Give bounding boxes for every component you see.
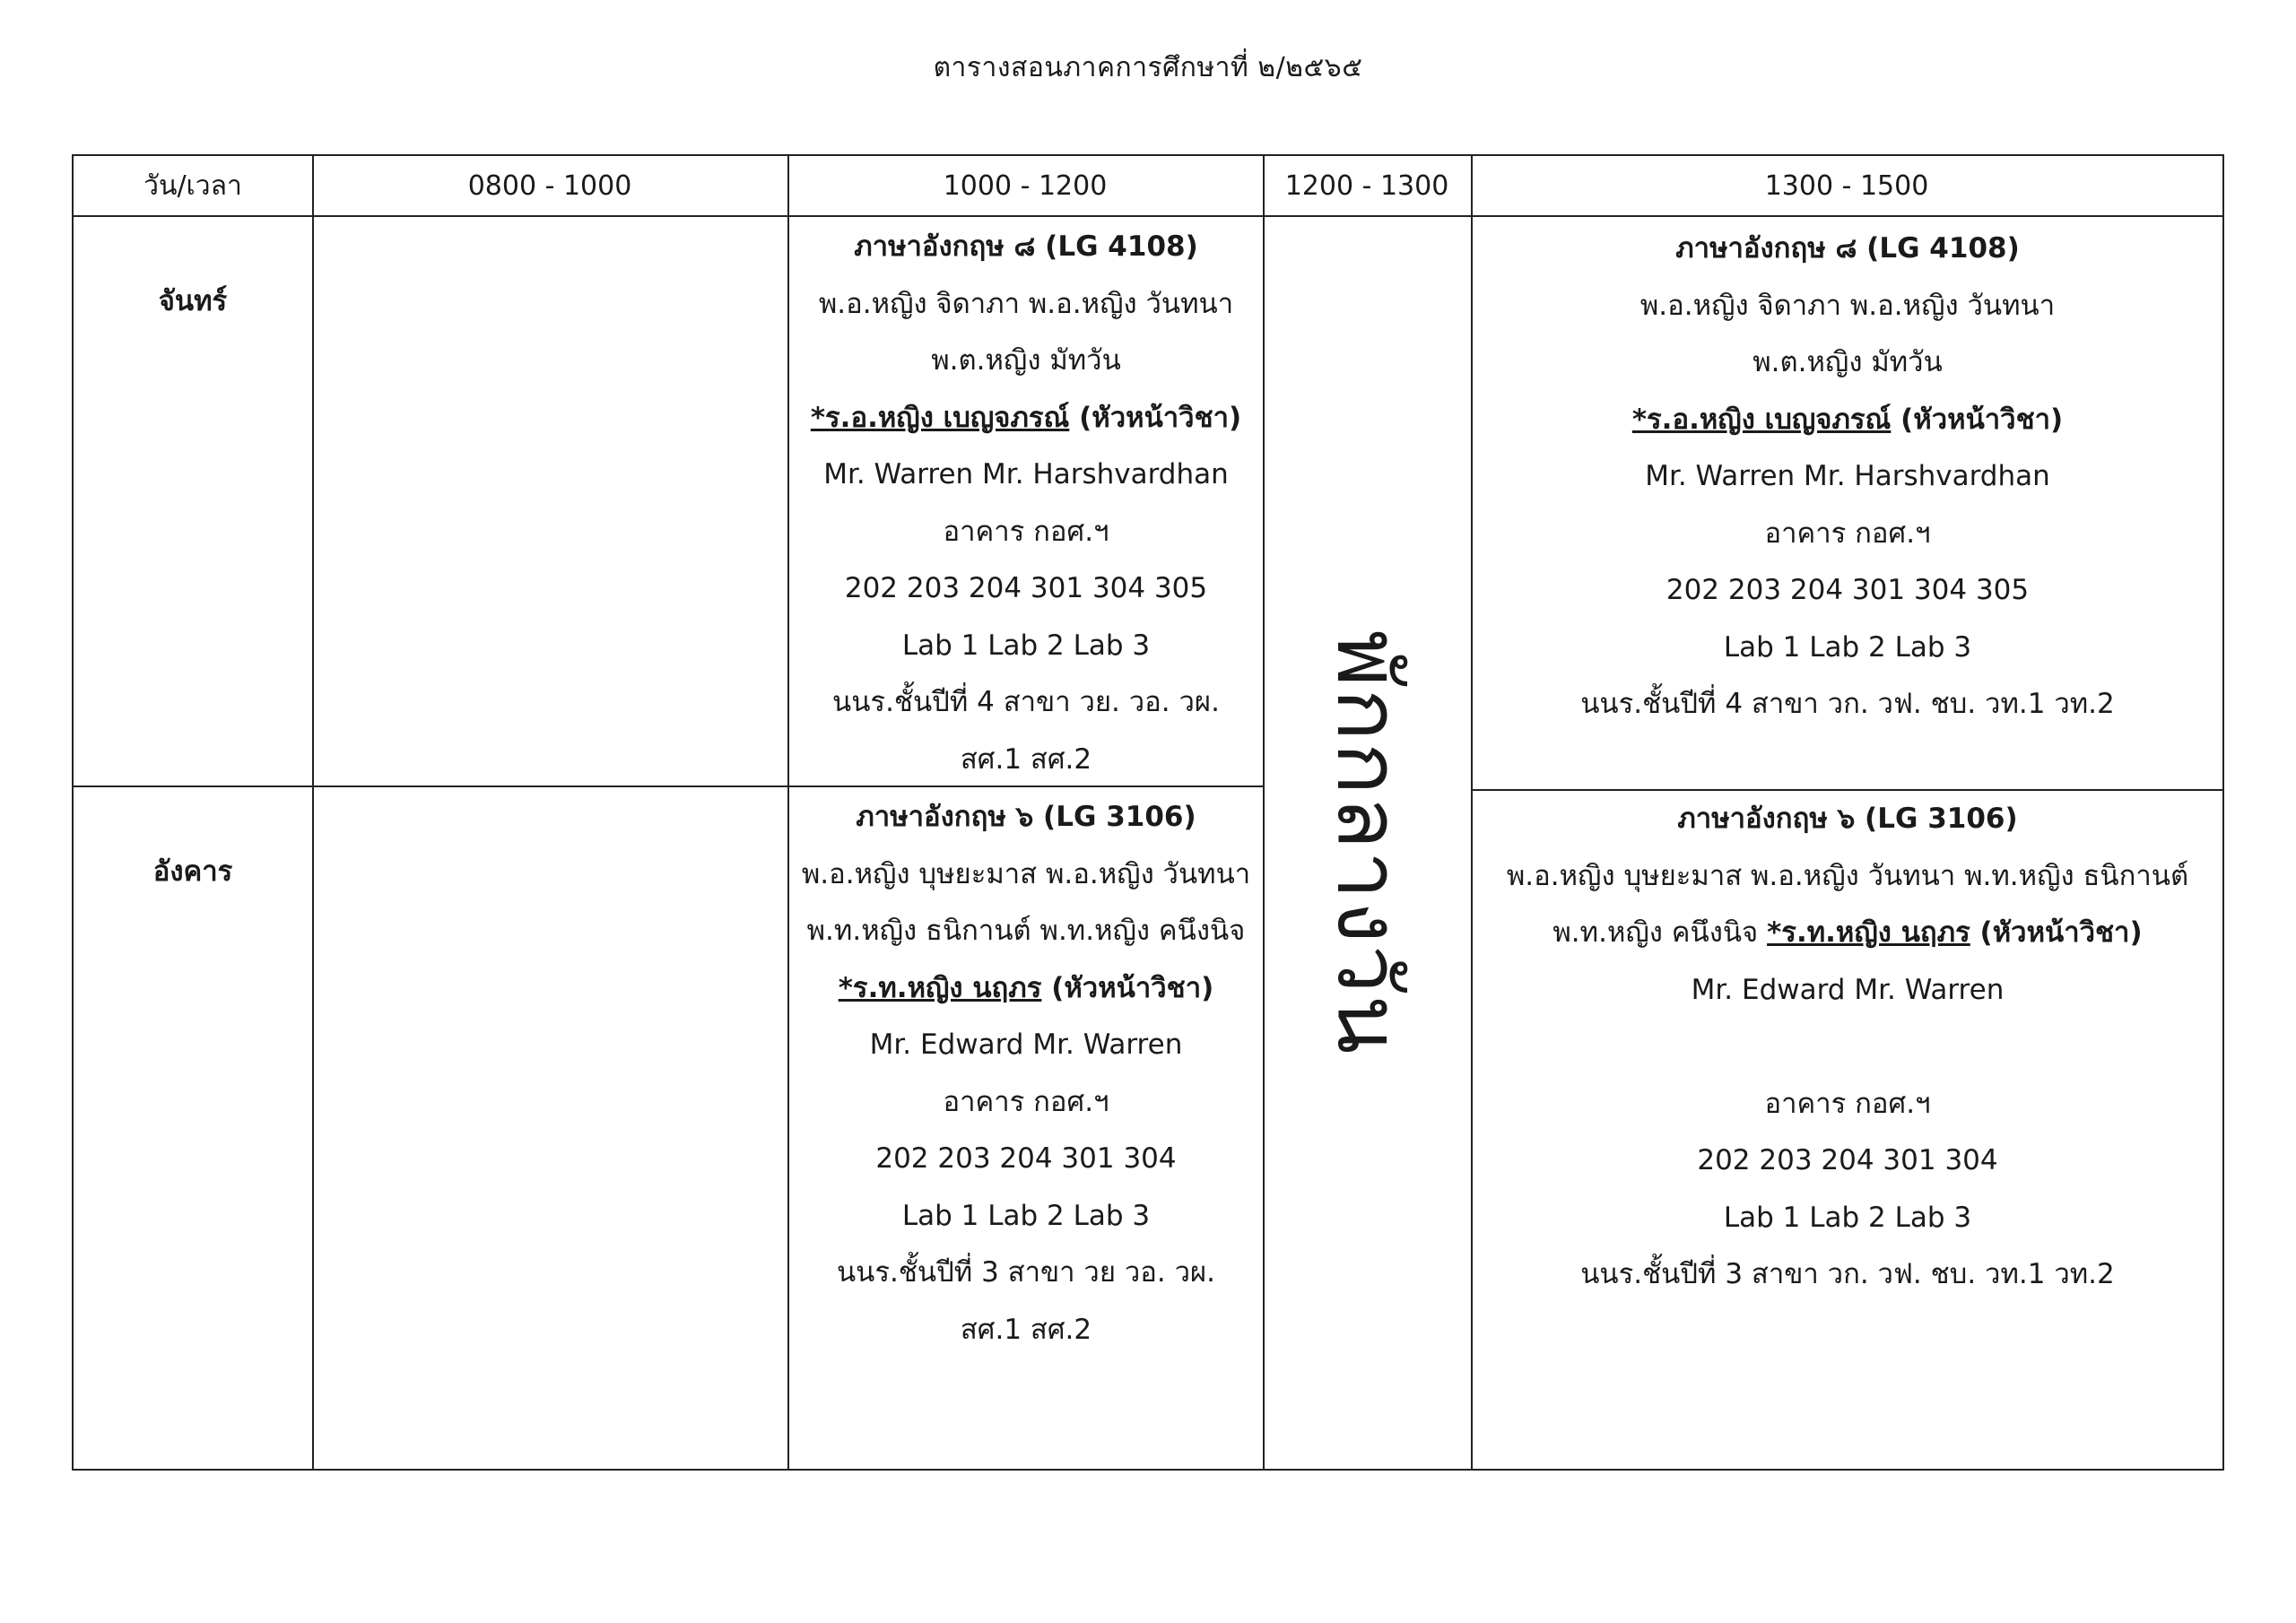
foreign-teachers: Mr. Warren Mr. Harshvardhan [1645,460,2050,492]
course-lead-name: *ร.อ.หญิง เบญจภรณ์ [1631,403,1892,436]
day-label-tuesday: อังคาร [152,855,233,888]
lunch-break-label: พักกลางวัน [1318,629,1419,1056]
monday-1300-cell [1473,221,2222,733]
course-lead-suffix: (หัวหน้าวิชา) [1891,403,2064,436]
course-title: ภาษาอังกฤษ ๘ (LG 4108) [854,230,1198,263]
header-divider [74,215,2222,217]
course-lead-name: *ร.ท.หญิง นฤภร [1767,916,1970,949]
course-lead-line [1473,392,2222,449]
header-slot-1300: 1300 - 1500 [1764,169,1929,202]
course-title: ภาษาอังกฤษ ๘ (LG 4108) [1675,232,2020,265]
course-lead-suffix: (หัวหน้าวิชา) [1970,916,2143,949]
course-lead-line [1473,905,2222,962]
labs: Lab 1 Lab 2 Lab 3 [901,1199,1151,1232]
labs: Lab 1 Lab 2 Lab 3 [1723,1201,1972,1234]
page-title: ตารางสอนภาคการศึกษาที่ ๒/๒๕๖๕ [933,52,1363,83]
rooms: 202 203 204 301 304 305 [1665,574,2030,606]
teacher-line: พ.อ.หญิง จิดาภา พ.อ.หญิง วันทนา [1639,289,2056,322]
students-line: นนร.ชั้นปีที่ 3 สาขา วก. วฟ. ชบ. วท.1 วท.2 [1580,1258,2115,1290]
rooms: 202 203 204 301 304 [1697,1144,1998,1176]
teacher-line: พ.อ.หญิง บุษยะมาส พ.อ.หญิง วันทนา [801,857,1251,890]
tuesday-1300-cell [1473,791,2222,1304]
timetable [72,154,2224,1471]
building: อาคาร กอศ.ฯ [1764,1087,1931,1120]
rooms: 202 203 204 301 304 [875,1142,1177,1175]
header-slot-0800: 0800 - 1000 [467,169,632,202]
students-line: นนร.ชั้นปีที่ 4 สาขา วก. วฟ. ชบ. วท.1 วท.2 [1580,688,2115,720]
labs: Lab 1 Lab 2 Lab 3 [1723,630,1972,664]
students-line: นนร.ชั้นปีที่ 4 สาขา วย. วอ. วผ. [832,686,1220,718]
rooms: 202 203 204 301 304 305 [844,572,1208,604]
course-lead-line [789,390,1263,447]
course-title: ภาษาอังกฤษ ๖ (LG 3106) [1677,803,2018,835]
teacher-prefix: พ.ท.หญิง คนึงนิจ [1552,916,1768,949]
foreign-teachers: Mr. Edward Mr. Warren [869,1028,1183,1061]
header-day-time: วัน/เวลา [144,169,242,202]
header-slot-1200: 1200 - 1300 [1284,169,1449,202]
teacher-line: พ.อ.หญิง จิดาภา พ.อ.หญิง วันทนา [818,287,1234,320]
students-line: นนร.ชั้นปีที่ 3 สาขา วย วอ. วผ. [836,1256,1216,1289]
course-lead-suffix: (หัวหน้าวิชา) [1069,401,1242,434]
students-line: สศ.1 สศ.2 [960,1313,1092,1346]
teacher-line: พ.อ.หญิง บุษยะมาส พ.อ.หญิง วันทนา พ.ท.หญิง ธนิกานต์ [1506,859,2189,892]
labs: Lab 1 Lab 2 Lab 3 [901,629,1151,662]
building: อาคาร กอศ.ฯ [943,1085,1109,1118]
course-lead-name: *ร.อ.หญิง เบญจภรณ์ [810,401,1070,434]
teacher-line: พ.ต.หญิง มัทวัน [1752,346,1943,378]
course-lead-line [789,960,1263,1018]
foreign-teachers: Mr. Edward Mr. Warren [1691,973,2005,1006]
blank-line [1473,1019,2222,1076]
teacher-line: พ.ต.หญิง มัทวัน [931,344,1121,377]
header-slot-1000: 1000 - 1200 [943,169,1108,202]
course-title: ภาษาอังกฤษ ๖ (LG 3106) [856,801,1196,833]
building: อาคาร กอศ.ฯ [1764,516,1931,550]
building: อาคาร กอศ.ฯ [943,515,1109,548]
column-divider [312,156,314,1469]
monday-1000-cell [789,219,1263,788]
course-lead-suffix: (หัวหน้าวิชา) [1041,971,1214,1004]
students-line: สศ.1 สศ.2 [960,742,1092,776]
teacher-line: พ.ท.หญิง ธนิกานต์ พ.ท.หญิง คนึงนิจ [806,915,1246,947]
day-label-monday: จันทร์ [158,285,228,317]
tuesday-1000-cell [789,789,1263,1358]
course-lead-name: *ร.ท.หญิง นฤภร [838,971,1042,1004]
foreign-teachers: Mr. Warren Mr. Harshvardhan [823,458,1229,490]
lunch-break-cell [1264,215,1472,1471]
